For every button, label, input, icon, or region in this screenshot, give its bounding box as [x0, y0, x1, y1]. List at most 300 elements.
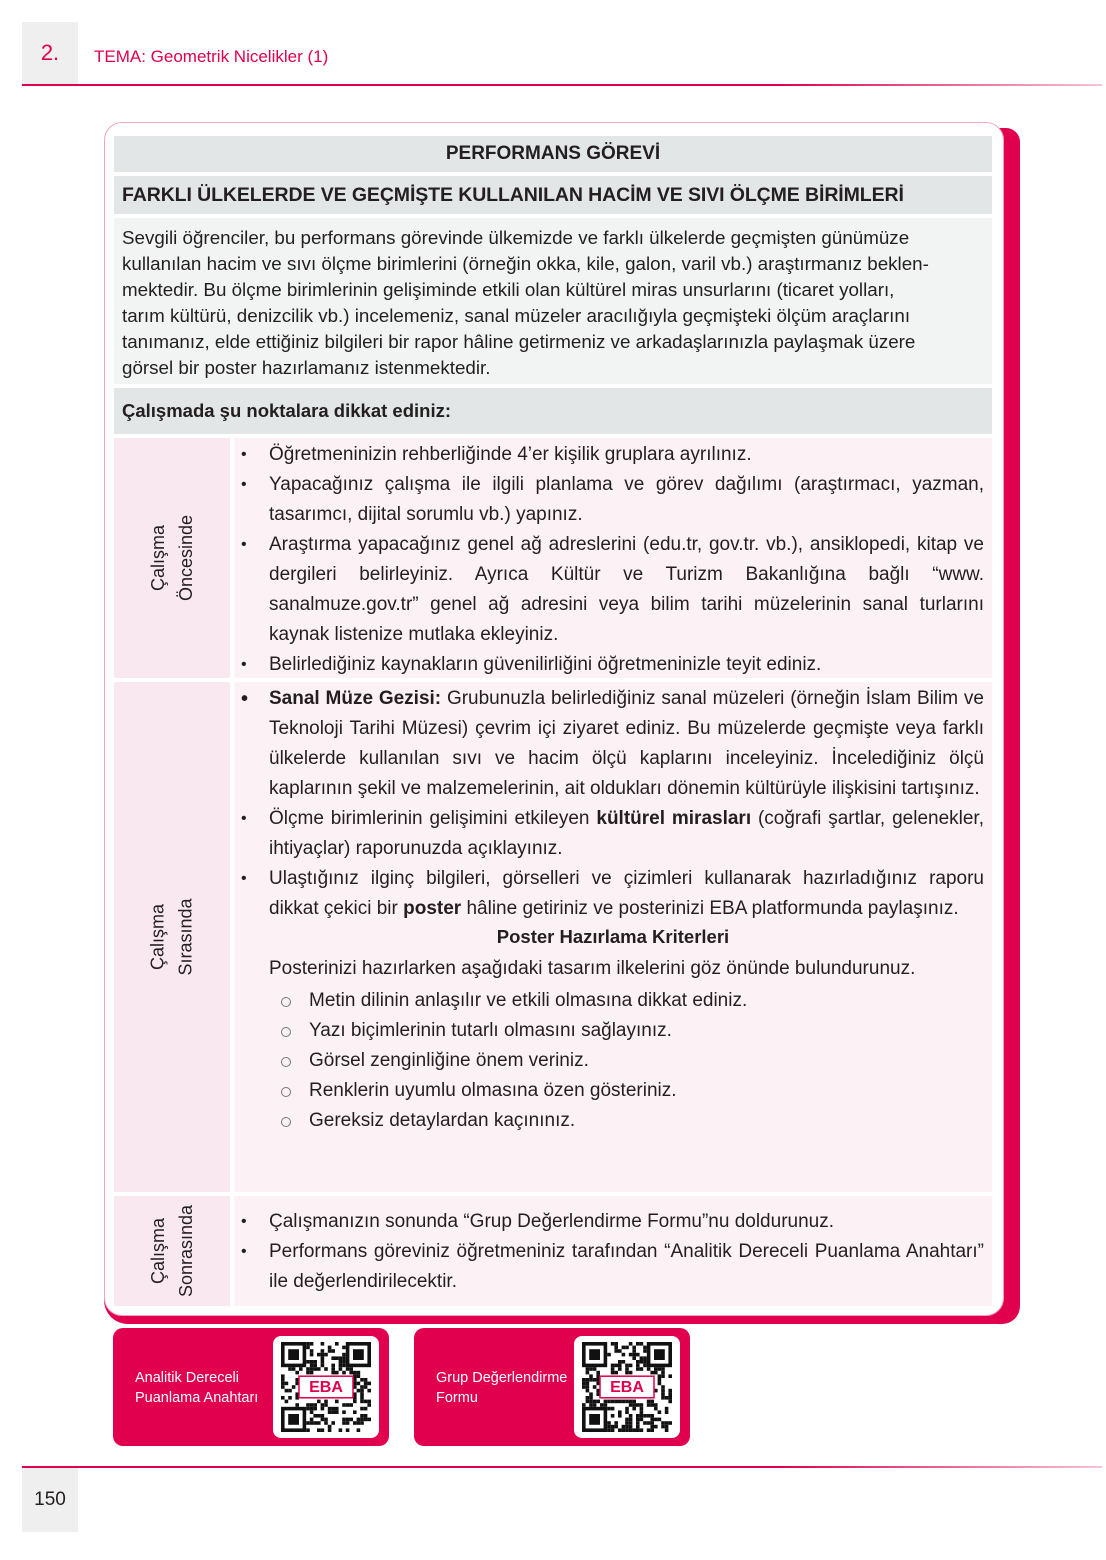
qr-code-graphic [278, 1341, 374, 1433]
qr-module [596, 1371, 600, 1375]
qr-module [607, 1353, 611, 1357]
qr-module [306, 1403, 310, 1407]
qr-module [321, 1353, 325, 1357]
qr-module [668, 1396, 672, 1400]
qr-module [353, 1371, 357, 1375]
item-text: Ölçme birimlerinin gelişimini etkileyen [269, 808, 597, 829]
qr-module [596, 1400, 600, 1404]
intro-line: kullanılan hacim ve sıvı ölçme birimlerini (örneğin okka, kile, galon, varil vb.) araştırmanız beklen- [122, 253, 929, 274]
qr-module [661, 1389, 665, 1393]
qr-module [622, 1425, 626, 1429]
qr-module [625, 1364, 629, 1368]
section-label-text [144, 1205, 200, 1297]
qr-module [629, 1414, 633, 1418]
qr-module [625, 1425, 629, 1429]
qr-module [582, 1385, 586, 1389]
qr-module [299, 1367, 303, 1371]
section-label-text [144, 898, 200, 975]
item-text: Ulaştığınız ilginç bilgileri, görselleri ve çizimleri kullanarak hazırladığınız raporu dikkat çekici bir [269, 868, 984, 919]
qr-module [647, 1400, 651, 1404]
qr-module [643, 1346, 647, 1350]
qr-module [632, 1403, 636, 1407]
qr-module [328, 1428, 332, 1432]
qr-module [310, 1342, 314, 1346]
during-list [234, 684, 992, 924]
qr-module [643, 1356, 647, 1360]
qr-module [614, 1400, 618, 1404]
list-item: • Araştırma yapacağınız genel ağ adreslerini (edu.tr, gov.tr. vb.), ansiklopedi, kitap ve dergileri belirleyiniz. Ayrıca Kültür ve Turizm Bakanlığına bağlı “www. sanalmuze.gov.tr” genel ağ adresini veya bilim tarihi müzelerinin sanal turlarını kaynak listenize mutlaka ekleyiniz. [234, 530, 992, 650]
qr-module [650, 1425, 654, 1429]
qr-code-icon[interactable] [273, 1336, 379, 1438]
qr-module [586, 1400, 590, 1404]
qr-module [647, 1367, 651, 1371]
qr-module [313, 1407, 317, 1411]
label-line: Çalışma [147, 1217, 168, 1285]
qr-module [367, 1389, 371, 1393]
qr-module [342, 1371, 346, 1375]
qr-module [643, 1421, 647, 1425]
header-divider [22, 84, 1102, 86]
qr-module [586, 1385, 590, 1389]
qr-module [668, 1374, 672, 1378]
qr-module [367, 1400, 371, 1404]
qr-module [647, 1403, 651, 1407]
qr-module [665, 1396, 669, 1400]
qr-module [335, 1356, 339, 1360]
qr-module [346, 1421, 350, 1425]
qr-module [614, 1371, 618, 1375]
qr-module [360, 1407, 364, 1411]
task-intro [114, 218, 992, 384]
qr-module [342, 1360, 346, 1364]
task-heading: PERFORMANS GÖREVİ [114, 136, 992, 172]
qr-module [654, 1418, 658, 1422]
qr-module [310, 1349, 314, 1353]
qr-module [335, 1410, 339, 1414]
qr-module [360, 1378, 364, 1382]
qr-module [611, 1371, 615, 1375]
qr-module [288, 1367, 292, 1371]
qr-module [618, 1364, 622, 1368]
qr-module [335, 1371, 339, 1375]
qr-module [360, 1414, 364, 1418]
qr-module [589, 1374, 593, 1378]
qr-module [589, 1349, 600, 1360]
qr-module [357, 1382, 361, 1386]
qr-module [629, 1425, 633, 1429]
qr-module [629, 1403, 633, 1407]
qr-module [331, 1421, 335, 1425]
qr-module [328, 1410, 332, 1414]
unit-number: 2. [40, 40, 60, 65]
qr-module [632, 1349, 636, 1353]
qr-module [650, 1400, 654, 1404]
qr-module [310, 1403, 314, 1407]
qr-module [640, 1356, 644, 1360]
bold-text: poster [403, 898, 462, 919]
qr-module [328, 1346, 332, 1350]
attention-heading: Çalışmada şu noktalara dikkat ediniz: [114, 388, 992, 434]
qr-module [342, 1410, 346, 1414]
qr-module [636, 1367, 640, 1371]
qr-module [625, 1400, 629, 1404]
qr-module [618, 1367, 622, 1371]
poster-criteria-title: Poster Hazırlama Kriterleri [496, 926, 730, 947]
qr-module [582, 1382, 586, 1386]
qr-module [661, 1367, 665, 1371]
qr-module [661, 1425, 665, 1429]
qr-module [607, 1400, 611, 1404]
qr-module [310, 1421, 314, 1425]
qr-module [629, 1428, 633, 1432]
qr-module [636, 1342, 640, 1346]
list-item: • Belirlediğiniz kaynakların güvenilirliğini öğretmeninizle teyit ediniz. [234, 650, 992, 680]
item-text: (coğrafi şartlar, gelenekler, ihtiyaçlar) raporunuzda açıklayınız. [269, 808, 984, 859]
qr-module [292, 1385, 296, 1389]
qr-module [629, 1342, 633, 1346]
after-list [234, 1207, 992, 1297]
qr-module [586, 1378, 590, 1382]
list-item: • Öğretmeninizin rehberliğinde 4’er kişilik gruplara ayrılınız. [234, 440, 992, 470]
qr-module [331, 1407, 335, 1411]
section-body-during [234, 682, 992, 1192]
qr-module [640, 1410, 644, 1414]
qr-module [611, 1428, 615, 1432]
qr-module [306, 1407, 310, 1411]
qr-module [317, 1414, 321, 1418]
qr-module [360, 1385, 364, 1389]
qr-module [636, 1425, 640, 1429]
task-subheading: FARKLI ÜLKELERDE VE GEÇMİŞTE KULLANILAN HACİM VE SIVI ÖLÇME BİRİMLERİ [114, 176, 992, 214]
qr-module [324, 1403, 328, 1407]
qr-card-label [436, 1368, 567, 1408]
qr-module [650, 1421, 654, 1425]
qr-module [582, 1378, 586, 1382]
qr-module [614, 1421, 618, 1425]
qr-module [339, 1428, 343, 1432]
qr-module [321, 1342, 325, 1346]
qr-module [357, 1389, 361, 1393]
item-text: Grubunuzla belirlediğiniz sanal müzeleri (örneğin İslam Bilim ve Teknoloji Tarihi Müzesi) çevrim içi ziyaret ediniz. Bu müzelerde geçmişte veya farklı ülkelerde kullanılan sıvı ve hacim ölçü kaplarını inceleyiniz. İncelediğiniz ölçü kaplarının şekil ve malzemelerinin, ait oldukları dönemin kültürüyle ilişkisini tartışınız. [269, 688, 984, 799]
qr-module [360, 1389, 364, 1393]
qr-card-label [135, 1368, 258, 1408]
qr-module [632, 1400, 636, 1404]
qr-module [586, 1396, 590, 1400]
qr-module [593, 1400, 597, 1404]
qr-module [281, 1382, 285, 1386]
qr-module [640, 1403, 644, 1407]
qr-module [331, 1367, 335, 1371]
qr-module [342, 1353, 346, 1357]
qr-module [636, 1353, 640, 1357]
qr-module [661, 1371, 665, 1375]
qr-module [328, 1407, 332, 1411]
label-line: Sırasında [175, 898, 196, 976]
qr-module [306, 1421, 310, 1425]
qr-module [586, 1367, 590, 1371]
qr-module [285, 1400, 289, 1404]
qr-module [342, 1418, 346, 1422]
qr-module [643, 1414, 647, 1418]
qr-module [611, 1425, 615, 1429]
qr-module [317, 1353, 321, 1357]
qr-module [632, 1353, 636, 1357]
qr-module [611, 1364, 615, 1368]
qr-module [665, 1428, 669, 1432]
qr-module [317, 1400, 321, 1404]
qr-module [321, 1407, 325, 1411]
item-text: hâline getiriniz ve posterinizi EBA platformunda paylaşınız. [461, 898, 959, 919]
qr-module [328, 1349, 332, 1353]
qr-module [313, 1421, 317, 1425]
qr-module [622, 1346, 626, 1350]
qr-module [321, 1403, 325, 1407]
qr-module [321, 1364, 325, 1368]
qr-module [625, 1367, 629, 1371]
qr-module [668, 1389, 672, 1393]
qr-module [586, 1389, 590, 1393]
qr-module [357, 1374, 361, 1378]
qr-module [321, 1349, 325, 1353]
qr-module [357, 1421, 361, 1425]
list-item [234, 804, 992, 864]
qr-module [640, 1418, 644, 1422]
qr-module [281, 1378, 285, 1382]
qr-card-rubric[interactable] [113, 1328, 389, 1446]
qr-module [310, 1360, 314, 1364]
qr-module [614, 1349, 618, 1353]
list-item [234, 684, 992, 804]
qr-module [589, 1392, 593, 1396]
qr-module [331, 1410, 335, 1414]
qr-module [360, 1392, 364, 1396]
qr-module [317, 1428, 321, 1432]
qr-module [321, 1356, 325, 1360]
qr-module [353, 1349, 364, 1360]
qr-label-line: Grup Değerlendirme [436, 1370, 568, 1386]
qr-module [622, 1360, 626, 1364]
qr-module [353, 1421, 357, 1425]
qr-module [607, 1407, 611, 1411]
qr-module [622, 1400, 626, 1404]
qr-module [342, 1356, 346, 1360]
qr-module [629, 1421, 633, 1425]
qr-module [335, 1400, 339, 1404]
section-body-before [234, 438, 992, 678]
qr-module [658, 1410, 662, 1414]
qr-module [654, 1349, 665, 1360]
qr-module [661, 1396, 665, 1400]
qr-module [658, 1382, 662, 1386]
qr-module [346, 1428, 350, 1432]
label-line: Sonrasında [175, 1204, 196, 1298]
qr-module [331, 1349, 335, 1353]
qr-module [625, 1410, 629, 1414]
qr-module [310, 1364, 314, 1368]
qr-module [643, 1364, 647, 1368]
qr-module [647, 1421, 651, 1425]
qr-module [611, 1367, 615, 1371]
qr-module [324, 1353, 328, 1357]
qr-module [629, 1400, 633, 1404]
qr-module [636, 1364, 640, 1368]
qr-module [295, 1403, 299, 1407]
intro-line: mektedir. Bu ölçme birimlerinin gelişiminde etkili olan kültürel miras unsurlarını (ticaret yolları, [122, 279, 895, 300]
qr-module [661, 1421, 665, 1425]
before-list [234, 440, 992, 680]
list-item: • Yapacağınız çalışma ile ilgili planlama ve görev dağılımı (araştırmacı, yazman, tasarımcı, dijital sorumlu vb.) yapınız. [234, 470, 992, 530]
qr-module [654, 1425, 658, 1429]
qr-module [349, 1371, 353, 1375]
qr-module [589, 1403, 593, 1407]
qr-module [367, 1403, 371, 1407]
qr-module [650, 1428, 654, 1432]
qr-module [650, 1371, 654, 1375]
qr-module [281, 1374, 285, 1378]
qr-module [593, 1385, 597, 1389]
qr-module [632, 1356, 636, 1360]
qr-module [618, 1400, 622, 1404]
qr-module [306, 1342, 310, 1346]
qr-module [306, 1346, 310, 1350]
qr-module [658, 1367, 662, 1371]
qr-module [668, 1421, 672, 1425]
qr-module [589, 1367, 593, 1371]
qr-module [360, 1418, 364, 1422]
qr-module [285, 1389, 289, 1393]
theme-title: TEMA: Geometrik Nicelikler (1) [94, 47, 329, 66]
bold-text: Sanal Müze Gezisi: [269, 688, 442, 709]
qr-module [629, 1353, 633, 1357]
qr-module [292, 1367, 296, 1371]
qr-module [288, 1349, 299, 1360]
qr-module [306, 1371, 310, 1375]
qr-module [331, 1371, 335, 1375]
qr-module [321, 1428, 325, 1432]
qr-module [614, 1346, 618, 1350]
qr-module [640, 1414, 644, 1418]
list-item: • Performans göreviniz öğretmeniniz tarafından “Analitik Dereceli Puanlama Anahtarı” ile değerlendirilecektir. [234, 1237, 992, 1297]
qr-module [632, 1407, 636, 1411]
qr-module [632, 1346, 636, 1350]
qr-module [331, 1356, 335, 1360]
qr-module [625, 1418, 629, 1422]
qr-module [367, 1382, 371, 1386]
section-body-after [234, 1196, 992, 1306]
qr-module [661, 1385, 665, 1389]
label-line: Çalışma [148, 525, 168, 592]
qr-module [629, 1371, 633, 1375]
qr-module [313, 1414, 317, 1418]
intro-line: Sevgili öğrenciler, bu performans görevinde ülkemizde ve farklı ülkelerde geçmişten günümüze [122, 227, 910, 248]
qr-module [367, 1418, 371, 1422]
qr-module [618, 1349, 622, 1353]
qr-module [360, 1400, 364, 1404]
qr-module [310, 1353, 314, 1357]
qr-module [668, 1400, 672, 1404]
section-label-during [114, 682, 230, 1192]
qr-module [593, 1403, 597, 1407]
qr-module [650, 1403, 654, 1407]
qr-module [618, 1360, 622, 1364]
qr-module [317, 1421, 321, 1425]
footer-divider [22, 1466, 1102, 1468]
qr-module [643, 1360, 647, 1364]
qr-module [321, 1418, 325, 1422]
qr-module [364, 1378, 368, 1382]
qr-module [658, 1418, 662, 1422]
qr-module [586, 1371, 590, 1375]
qr-module [339, 1356, 343, 1360]
qr-module [288, 1396, 292, 1400]
qr-module [306, 1360, 310, 1364]
unit-number-box [22, 22, 78, 84]
qr-module [342, 1421, 346, 1425]
qr-module [357, 1428, 361, 1432]
criteria-item: Gereksiz detaylardan kaçınınız. [234, 1106, 992, 1136]
qr-module [310, 1418, 314, 1422]
eba-logo: EBA [610, 1379, 644, 1396]
qr-module [625, 1407, 629, 1411]
qr-module [658, 1378, 662, 1382]
label-line: Öncesinde [176, 514, 196, 602]
qr-module [346, 1418, 350, 1422]
intro-line: görsel bir poster hazırlamanız istenmektedir. [122, 357, 491, 378]
qr-module [604, 1403, 608, 1407]
qr-module [604, 1400, 608, 1404]
qr-module [346, 1403, 350, 1407]
label-line: Çalışma [147, 903, 168, 971]
qr-module [607, 1425, 611, 1429]
section-label-after [114, 1196, 230, 1306]
qr-module [654, 1403, 658, 1407]
qr-module [625, 1371, 629, 1375]
qr-module [661, 1392, 665, 1396]
qr-module [611, 1400, 615, 1404]
qr-module [360, 1421, 364, 1425]
qr-module [364, 1414, 368, 1418]
qr-module [640, 1367, 644, 1371]
qr-label-line: Analitik Dereceli [135, 1370, 239, 1386]
qr-module [625, 1428, 629, 1432]
qr-module [295, 1371, 299, 1375]
qr-module [335, 1342, 339, 1346]
qr-module [342, 1346, 346, 1350]
qr-module [593, 1378, 597, 1382]
poster-criteria-list [234, 986, 992, 1136]
qr-module [640, 1342, 644, 1346]
qr-module [324, 1400, 328, 1404]
qr-module [618, 1414, 622, 1418]
qr-module [310, 1407, 314, 1411]
qr-module [324, 1421, 328, 1425]
qr-module [321, 1414, 325, 1418]
qr-card-group-form[interactable] [414, 1328, 690, 1446]
qr-module [636, 1421, 640, 1425]
qr-module [357, 1418, 361, 1422]
qr-module [665, 1410, 669, 1414]
qr-module [632, 1428, 636, 1432]
qr-module [364, 1418, 368, 1422]
qr-module [647, 1414, 651, 1418]
qr-module [357, 1371, 361, 1375]
qr-module [614, 1425, 618, 1429]
qr-code-icon[interactable] [574, 1336, 680, 1438]
qr-module [593, 1367, 597, 1371]
qr-module [665, 1421, 669, 1425]
section-label-text [144, 515, 200, 601]
qr-module [622, 1353, 626, 1357]
